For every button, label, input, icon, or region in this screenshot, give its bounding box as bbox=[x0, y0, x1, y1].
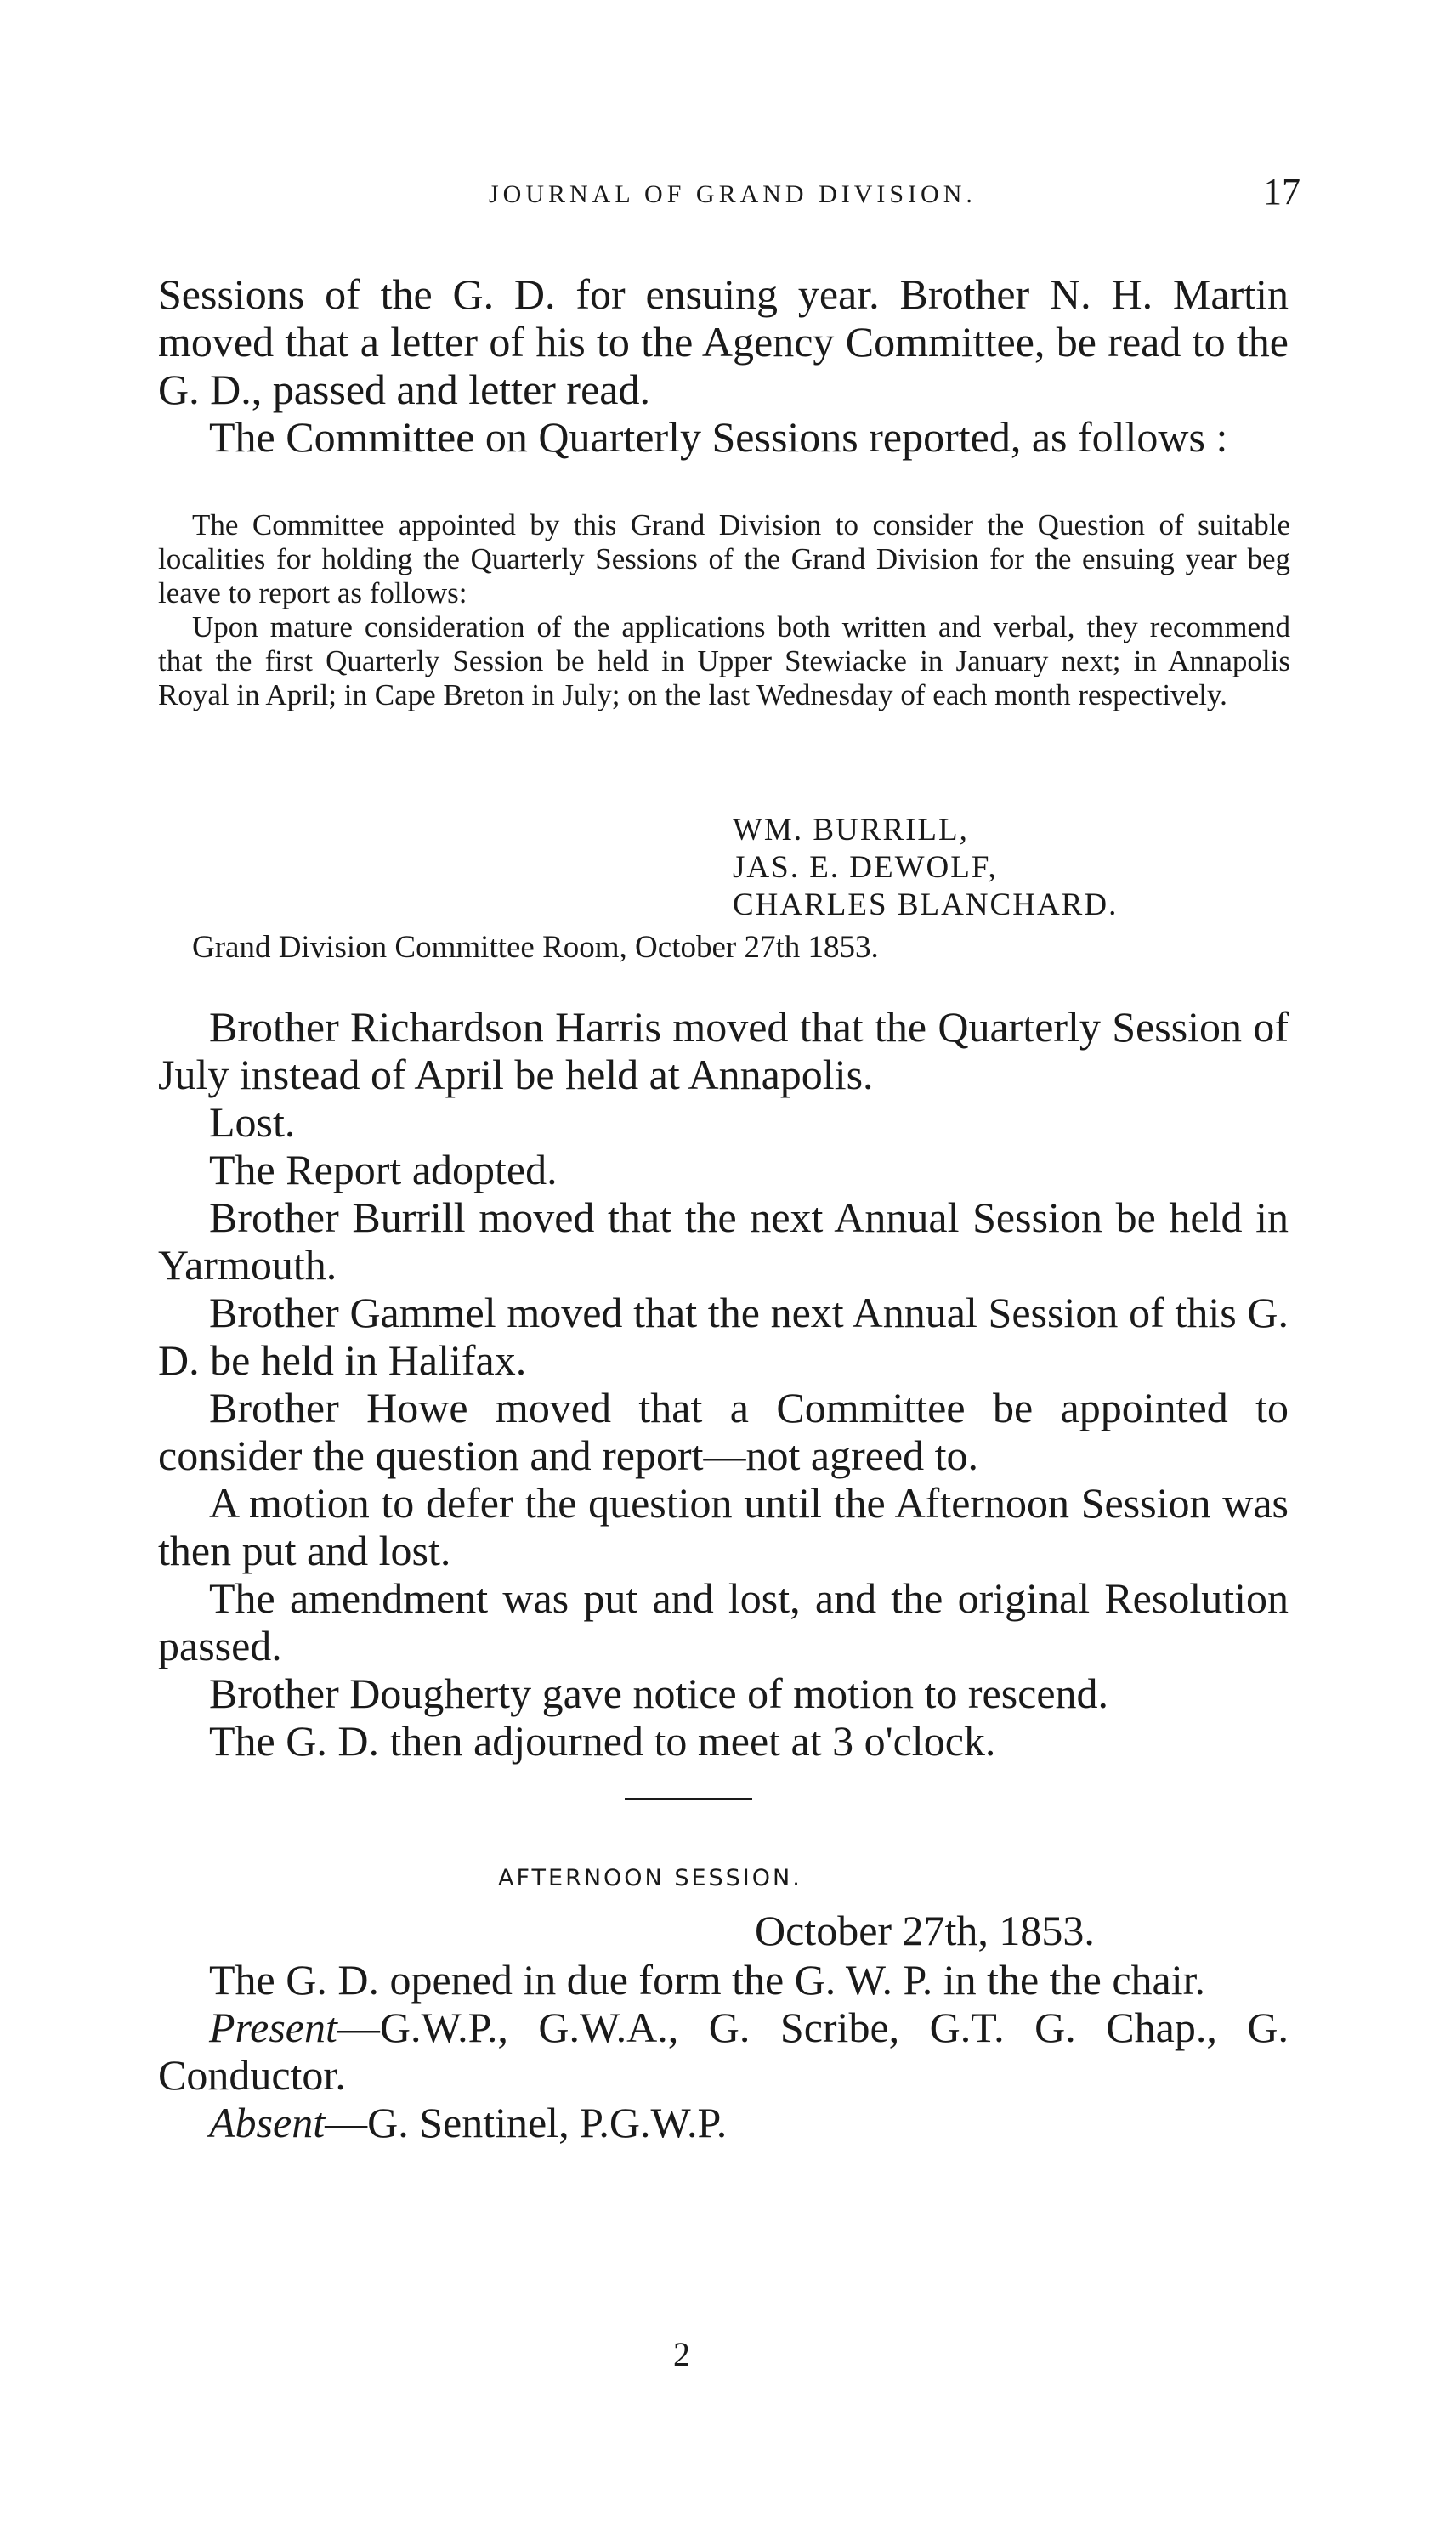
section-divider bbox=[625, 1798, 752, 1800]
paragraph-gammel-motion: Brother Gammel moved that the next Annual Session of this G. D. be held in Halifax. bbox=[158, 1289, 1289, 1384]
signatory: CHARLES BLANCHARD. bbox=[733, 887, 1119, 922]
paragraph-harris-motion: Brother Richardson Harris moved that the Quarterly Session of July instead of April be held at Annapolis. bbox=[158, 1003, 1289, 1098]
printer-signature-mark: 2 bbox=[673, 2335, 690, 2373]
paragraph-sessions: Sessions of the G. D. for ensuing year. Brother N. H. Martin moved that a letter of his to the Agency Committee, be read to the G. D., passed and letter read. bbox=[158, 270, 1289, 413]
signatory: JAS. E. DEWOLF, bbox=[733, 850, 998, 885]
paragraph-amendment: The amendment was put and lost, and the original Resolution passed. bbox=[158, 1574, 1289, 1669]
paragraph-adjourned: The G. D. then adjourned to meet at 3 o'clock. bbox=[209, 1717, 996, 1765]
paragraph-present bbox=[158, 2004, 1289, 2099]
report-dateline: Grand Division Committee Room, October 27th 1853. bbox=[192, 930, 879, 965]
paragraph-committee-reported: The Committee on Quarterly Sessions reported, as follows : bbox=[209, 413, 1228, 461]
proceedings bbox=[158, 1003, 1289, 1765]
present-label: Present bbox=[209, 2004, 337, 2051]
paragraph-lost: Lost. bbox=[209, 1098, 296, 1146]
afternoon-proceedings bbox=[158, 1956, 1289, 2146]
paragraph-howe-motion: Brother Howe moved that a Committee be appointed to consider the question and report—not agreed to. bbox=[158, 1384, 1289, 1479]
afternoon-session-date: October 27th, 1853. bbox=[755, 1907, 1095, 1954]
paragraph-burrill-motion: Brother Burrill moved that the next Annual Session be held in Yarmouth. bbox=[158, 1193, 1289, 1289]
paragraph-absent bbox=[158, 2099, 1289, 2146]
absent-label: Absent bbox=[209, 2099, 326, 2146]
paragraph-dougherty-notice: Brother Dougherty gave notice of motion to rescend. bbox=[209, 1669, 1109, 1717]
report-paragraph-2: Upon mature consideration of the applications both written and verbal, they recommend that the first Quarterly Session be held in Upper Stewiacke in January next; in Annapolis Royal in April; in Cape Breton in July; on the last Wednesday of each month respectively. bbox=[158, 610, 1290, 711]
absent-list: —G. Sentinel, P.G.W.P. bbox=[325, 2099, 728, 2146]
paragraph-opened: The G. D. opened in due form the G. W. P. in the the chair. bbox=[209, 1956, 1205, 2004]
afternoon-session-heading: AFTERNOON SESSION. bbox=[498, 1865, 802, 1891]
committee-report bbox=[158, 508, 1290, 712]
report-signatories bbox=[733, 812, 1118, 924]
report-paragraph-1: The Committee appointed by this Grand Division to consider the Question of suitable localities for holding the Quarterly Sessions of the Grand Division for the ensuing year beg leave to report as follows: bbox=[158, 508, 1290, 609]
paragraph-report-adopted: The Report adopted. bbox=[209, 1146, 558, 1193]
signatory: WM. BURRILL, bbox=[733, 813, 969, 847]
page-number: 17 bbox=[1263, 171, 1300, 213]
paragraph-defer-motion: A motion to defer the question until the Afternoon Session was then put and lost. bbox=[158, 1479, 1289, 1574]
running-title: JOURNAL OF GRAND DIVISION. bbox=[489, 180, 977, 208]
opening-text bbox=[158, 270, 1289, 461]
present-list: —G.W.P., G.W.A., G. Scribe, G.T. G. Chap., G. Conductor. bbox=[158, 2004, 1289, 2099]
